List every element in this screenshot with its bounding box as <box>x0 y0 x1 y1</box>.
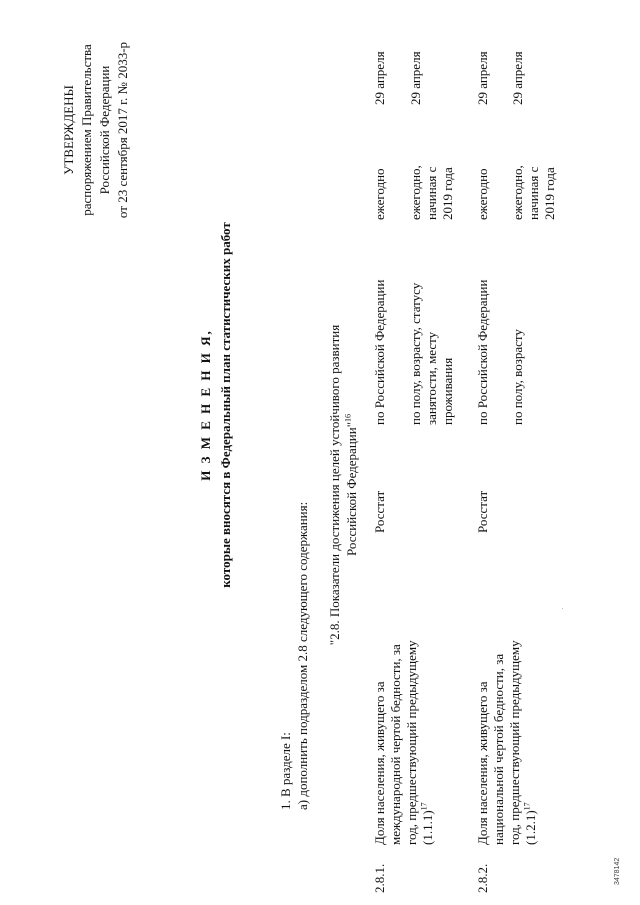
deadline: 29 апреля <box>408 51 423 105</box>
document-title <box>198 135 234 675</box>
approval-line-4: от 23 сентября 2017 г. № 2033-р <box>115 41 130 219</box>
subsection-line-1: "2.8. Показатели достижения целей устойчивого развития <box>327 324 342 646</box>
approval-line-2: распоряжением Правительства <box>79 44 94 216</box>
approval-line-3: Российской Федерации <box>97 65 112 195</box>
subsection-heading <box>326 255 360 715</box>
period: ежегодно, начиная с 2019 года <box>408 165 455 220</box>
breakdown: по Российской Федерации <box>372 279 387 425</box>
row-number: 2.8.2. <box>475 863 490 893</box>
indicator-name: Доля населения, живущего за международной чертой бедности, за год, предшествующий предыдущему $(1.1.1)^{17}$ <box>372 640 435 845</box>
period: ежегодно, начиная с 2019 года <box>510 165 557 220</box>
breakdown: по Российской Федерации <box>475 279 490 425</box>
deadline: 29 апреля <box>510 51 525 105</box>
deadline: 29 апреля <box>372 51 387 105</box>
row-number: 2.8.1. <box>372 863 387 893</box>
title-heading: И З М Е Н Е Н И Я, <box>198 329 213 481</box>
breakdown: по полу, возрасту <box>510 329 525 425</box>
deadline: 29 апреля <box>475 51 490 105</box>
scan-speck <box>562 608 563 609</box>
approval-line-1: УТВЕРЖДЕНЫ <box>61 85 76 175</box>
approval-block <box>60 10 132 250</box>
subsection-line-2: Российской Федерации"$^{16}$ <box>343 413 359 557</box>
title-subheading: которые вносятся в Федеральный план статистических работ <box>218 222 233 588</box>
document-stamp: 3478142 <box>614 857 621 885</box>
item-1: 1. В разделе I: <box>278 732 293 810</box>
agency: Росстат <box>475 490 490 533</box>
period: ежегодно <box>372 168 387 220</box>
item-a: а) дополнить подразделом 2.8 следующего содержания: <box>295 501 310 810</box>
period: ежегодно <box>475 168 490 220</box>
agency: Росстат <box>372 490 387 533</box>
breakdown: по полу, возрасту, статусу занятости, месту проживания <box>408 282 455 425</box>
indicator-name: Доля населения, живущего за национальной чертой бедности, за год, предшествующий предыдущему $(1.2.1)^{17}$ <box>475 640 538 845</box>
